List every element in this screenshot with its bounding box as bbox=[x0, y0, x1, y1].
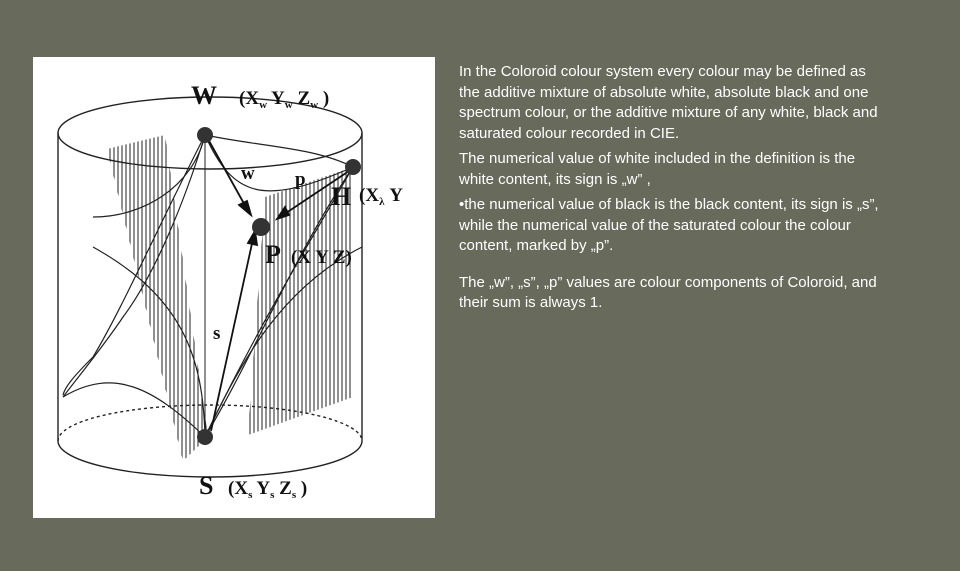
p-coordinates: (X Y Z) bbox=[291, 247, 352, 268]
point-s bbox=[197, 429, 213, 445]
w-coordinates: ($X_w$ $Y_w$ $Z_w$ ) bbox=[239, 88, 330, 111]
h-coordinates: ($X_\lambda$ Y bbox=[359, 185, 403, 208]
point-h bbox=[345, 159, 361, 175]
s-label: S bbox=[199, 471, 214, 500]
s-coordinates: ($X_s$ $Y_s$ $Z_s$ ) bbox=[228, 478, 308, 501]
paragraph-definition: In the Coloroid colour system every colour may be defined as the additive mixture of absolute white, absolute black and one spectrum colour, or the additive mixture of any white, black and saturated colour recorded in CIE. bbox=[459, 63, 878, 142]
point-p bbox=[252, 218, 270, 236]
paragraph-black-content: •the numerical value of black is the black content, its sign is „s”, while the numerical value of the saturated colour the colour content, marked by „p”. bbox=[459, 196, 879, 254]
description-text bbox=[459, 62, 879, 319]
paragraph-sum: The „w”, „s”, „p” values are colour components of Coloroid, and their sum is always 1. bbox=[459, 273, 877, 311]
paragraph-white-content: The numerical value of white included in the definition is the white content, its sign is „w” , bbox=[459, 150, 856, 188]
w-component-label: w bbox=[241, 163, 255, 184]
s-component-label: s bbox=[213, 323, 221, 344]
point-w bbox=[197, 127, 213, 143]
p-component-label: p bbox=[295, 169, 306, 190]
coloroid-cylinder-diagram bbox=[33, 57, 435, 518]
hatched-planes bbox=[107, 135, 353, 461]
h-label: H bbox=[331, 182, 352, 211]
coloroid-figure bbox=[33, 57, 435, 518]
p-point-label: P bbox=[265, 240, 281, 269]
w-label: W bbox=[191, 81, 217, 110]
